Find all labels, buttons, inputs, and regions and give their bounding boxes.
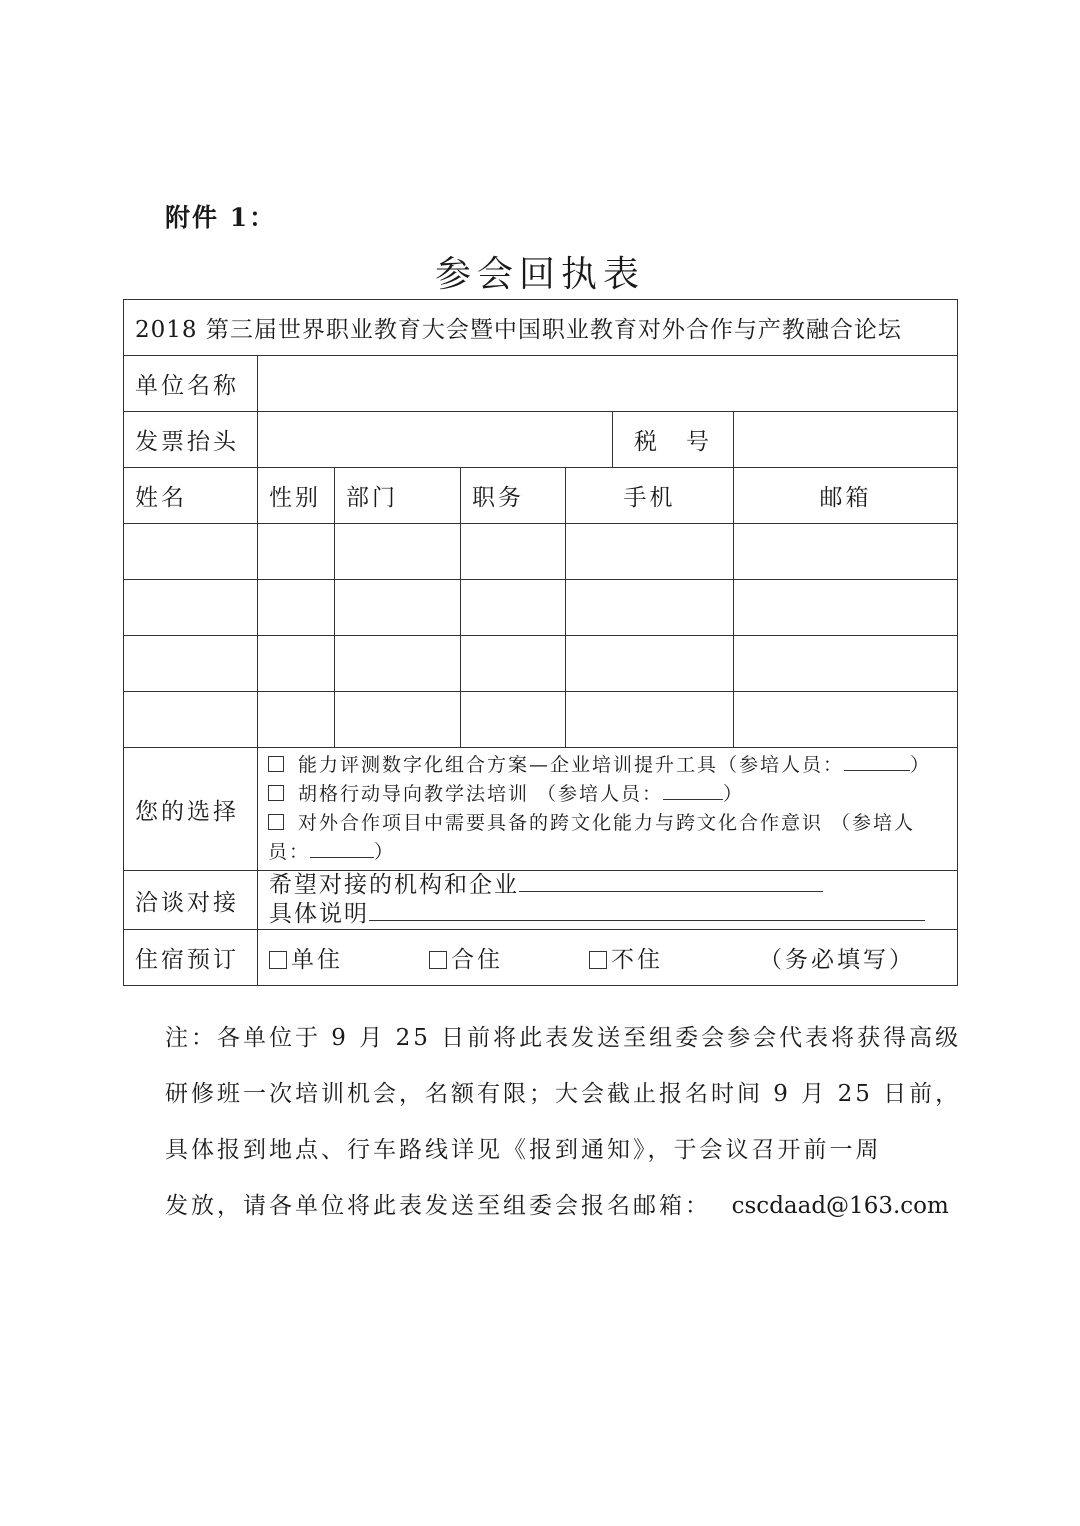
email-cell[interactable] xyxy=(734,524,958,580)
table-row xyxy=(124,636,958,692)
choice-label: 您的选择 xyxy=(124,748,258,871)
checkbox-icon[interactable] xyxy=(429,951,447,969)
negotiation-label: 洽谈对接 xyxy=(124,871,258,930)
contact-email: cscdaad@163.com xyxy=(731,1193,949,1219)
unit-name-label: 单位名称 xyxy=(124,356,258,412)
department-cell[interactable] xyxy=(335,692,461,748)
email-cell[interactable] xyxy=(734,636,958,692)
checkbox-icon[interactable] xyxy=(268,814,284,830)
name-cell[interactable] xyxy=(124,580,258,636)
lodging-required-note: （务必填写） xyxy=(759,947,915,973)
choice-option[interactable]: 胡格行动导向教学法培训 （参培人员： ） xyxy=(268,780,947,809)
phone-cell[interactable] xyxy=(566,636,734,692)
lodging-option-none[interactable]: 不住 xyxy=(589,941,663,974)
name-cell[interactable] xyxy=(124,692,258,748)
phone-cell[interactable] xyxy=(566,580,734,636)
unit-name-field[interactable] xyxy=(258,356,958,412)
invoice-title-label: 发票抬头 xyxy=(124,412,258,468)
col-name: 姓名 xyxy=(124,468,258,524)
attachment-label: 附件 1： xyxy=(165,203,277,232)
details-field[interactable] xyxy=(369,920,925,921)
position-cell[interactable] xyxy=(461,580,566,636)
name-cell[interactable] xyxy=(124,636,258,692)
col-email: 邮箱 xyxy=(734,468,958,524)
table-row xyxy=(124,524,958,580)
choice-options xyxy=(258,748,958,871)
position-cell[interactable] xyxy=(461,692,566,748)
position-cell[interactable] xyxy=(461,524,566,580)
footnote-line: 具体报到地点、行车路线详见《报到通知》，于会议召开前一周 xyxy=(165,1137,882,1163)
col-position: 职务 xyxy=(461,468,566,524)
gender-cell[interactable] xyxy=(258,692,335,748)
checkbox-icon[interactable] xyxy=(269,951,287,969)
email-cell[interactable] xyxy=(734,580,958,636)
lodging-option-single[interactable]: 单住 xyxy=(269,941,343,974)
gender-cell[interactable] xyxy=(258,636,335,692)
col-department: 部门 xyxy=(335,468,461,524)
checkbox-icon[interactable] xyxy=(268,756,284,772)
lodging-option-shared[interactable]: 合住 xyxy=(429,941,503,974)
checkbox-icon[interactable] xyxy=(589,951,607,969)
phone-cell[interactable] xyxy=(566,524,734,580)
negotiation-fields: 希望对接的机构和企业 具体说明 xyxy=(258,871,958,930)
gender-cell[interactable] xyxy=(258,524,335,580)
lodging-options xyxy=(258,930,958,986)
department-cell[interactable] xyxy=(335,524,461,580)
registration-form-table xyxy=(123,299,958,986)
target-org-field[interactable] xyxy=(519,891,823,892)
footnote-line: 研修班一次培训机会，名额有限；大会截止报名时间 9 月 25 日前， xyxy=(165,1081,962,1107)
table-row xyxy=(124,580,958,636)
tax-no-label: 税 号 xyxy=(613,412,734,468)
footnote-line: 注：各单位于 9 月 25 日前将此表发送至组委会参会代表将获得高级 xyxy=(165,1025,962,1051)
email-cell[interactable] xyxy=(734,692,958,748)
department-cell[interactable] xyxy=(335,580,461,636)
form-title: 参会回执表 xyxy=(434,254,645,295)
phone-cell[interactable] xyxy=(566,692,734,748)
col-gender: 性别 xyxy=(258,468,335,524)
footnote xyxy=(165,1010,962,1234)
gender-cell[interactable] xyxy=(258,580,335,636)
table-row xyxy=(124,692,958,748)
checkbox-icon[interactable] xyxy=(268,785,284,801)
department-cell[interactable] xyxy=(335,636,461,692)
column-header-row xyxy=(124,468,958,524)
event-name: 2018 第三届世界职业教育大会暨中国职业教育对外合作与产教融合论坛 xyxy=(124,300,958,356)
choice-option[interactable]: 对外合作项目中需要具备的跨文化能力与跨文化合作意识 （参培人员： ） xyxy=(268,812,916,863)
name-cell[interactable] xyxy=(124,524,258,580)
invoice-title-field[interactable] xyxy=(258,412,613,468)
lodging-label: 住宿预订 xyxy=(124,930,258,986)
choice-option[interactable]: 能力评测数字化组合方案—企业培训提升工具（参培人员： ） xyxy=(268,751,947,780)
position-cell[interactable] xyxy=(461,636,566,692)
col-phone: 手机 xyxy=(566,468,734,524)
tax-no-field[interactable] xyxy=(734,412,958,468)
footnote-line: 发放，请各单位将此表发送至组委会报名邮箱： cscdaad@163.com xyxy=(165,1193,949,1219)
